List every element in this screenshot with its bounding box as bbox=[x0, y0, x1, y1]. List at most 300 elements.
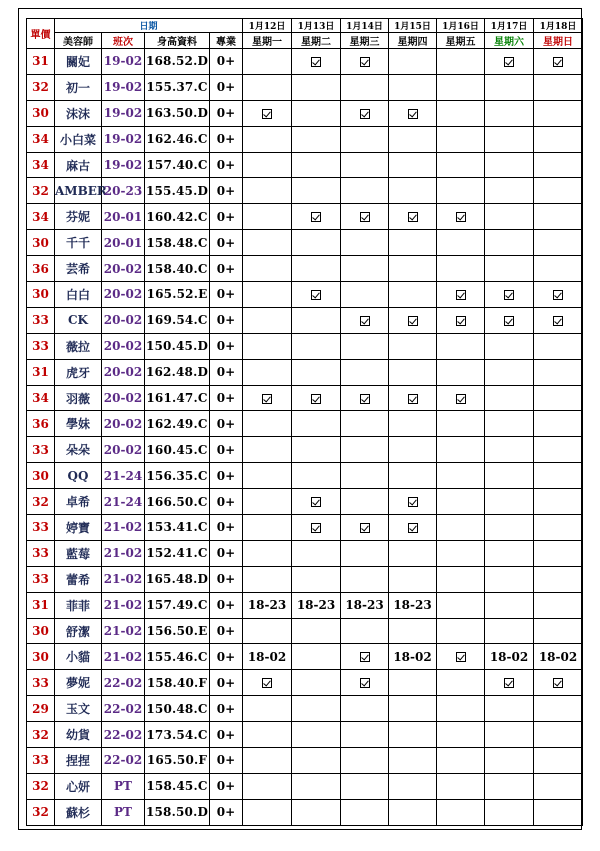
day-cell bbox=[292, 566, 341, 592]
class-cell: 20-02 bbox=[102, 411, 145, 437]
price-cell: 34 bbox=[27, 385, 55, 411]
checkbox-checked-icon bbox=[360, 212, 370, 222]
stats-header: 身高資料 bbox=[145, 33, 210, 49]
day-cell bbox=[341, 463, 389, 489]
stylist-name-cell: 虎牙 bbox=[55, 359, 102, 385]
stylist-name-cell: 朵朵 bbox=[55, 437, 102, 463]
day-cell bbox=[485, 74, 534, 100]
day-cell bbox=[292, 670, 341, 696]
day-cell bbox=[534, 359, 583, 385]
day-cell bbox=[243, 178, 292, 204]
day-cell bbox=[243, 670, 292, 696]
time-range-text: 18-23 bbox=[345, 598, 384, 613]
day-cell bbox=[243, 489, 292, 515]
stylist-name-cell: 羽薇 bbox=[55, 385, 102, 411]
day-cell bbox=[534, 748, 583, 774]
day-cell bbox=[437, 799, 485, 825]
day-date-header: 1月15日 bbox=[389, 19, 437, 33]
day-cell bbox=[534, 230, 583, 256]
time-range-text: 18-23 bbox=[393, 598, 432, 613]
day-cell bbox=[292, 100, 341, 126]
price-cell: 33 bbox=[27, 307, 55, 333]
day-cell bbox=[534, 100, 583, 126]
pro-cell: 0+ bbox=[210, 540, 243, 566]
stylist-name-cell: 玉文 bbox=[55, 696, 102, 722]
stylist-name-cell: 藍莓 bbox=[55, 540, 102, 566]
checkbox-checked-icon bbox=[408, 523, 418, 533]
checkbox-checked-icon bbox=[456, 212, 466, 222]
day-cell bbox=[243, 49, 292, 75]
price-cell: 33 bbox=[27, 437, 55, 463]
stats-cell: 169.54.C bbox=[145, 307, 210, 333]
checkbox-checked-icon bbox=[553, 290, 563, 300]
table-row bbox=[27, 540, 583, 566]
day-cell bbox=[485, 773, 534, 799]
day-cell bbox=[243, 515, 292, 541]
table-row bbox=[27, 126, 583, 152]
day-cell bbox=[243, 100, 292, 126]
day-cell bbox=[485, 49, 534, 75]
weekday-header: 星期一 bbox=[243, 33, 292, 49]
price-cell: 32 bbox=[27, 722, 55, 748]
pro-cell: 0+ bbox=[210, 411, 243, 437]
stats-cell: 158.48.C bbox=[145, 230, 210, 256]
day-cell bbox=[243, 773, 292, 799]
day-cell bbox=[389, 282, 437, 308]
day-cell bbox=[292, 618, 341, 644]
day-cell bbox=[243, 696, 292, 722]
day-cell bbox=[389, 515, 437, 541]
day-cell bbox=[437, 152, 485, 178]
day-cell bbox=[292, 49, 341, 75]
day-cell bbox=[292, 178, 341, 204]
price-cell: 32 bbox=[27, 489, 55, 515]
day-cell bbox=[389, 773, 437, 799]
day-cell bbox=[437, 463, 485, 489]
checkbox-checked-icon bbox=[311, 57, 321, 67]
day-cell bbox=[485, 437, 534, 463]
day-cell bbox=[485, 359, 534, 385]
price-cell: 30 bbox=[27, 230, 55, 256]
day-cell bbox=[437, 540, 485, 566]
day-cell bbox=[534, 644, 583, 670]
checkbox-checked-icon bbox=[504, 290, 514, 300]
day-cell bbox=[341, 618, 389, 644]
price-cell: 33 bbox=[27, 333, 55, 359]
day-cell bbox=[534, 178, 583, 204]
day-cell bbox=[292, 644, 341, 670]
stylist-name-cell: 心妍 bbox=[55, 773, 102, 799]
day-cell bbox=[437, 592, 485, 618]
pro-cell: 0+ bbox=[210, 515, 243, 541]
day-cell bbox=[341, 515, 389, 541]
class-cell: 20-02 bbox=[102, 256, 145, 282]
day-cell bbox=[437, 411, 485, 437]
stylist-name-cell: 白白 bbox=[55, 282, 102, 308]
checkbox-checked-icon bbox=[456, 290, 466, 300]
day-cell bbox=[341, 799, 389, 825]
checkbox-checked-icon bbox=[360, 523, 370, 533]
stylist-name-cell: AMBER bbox=[55, 178, 102, 204]
day-cell bbox=[437, 204, 485, 230]
table-row bbox=[27, 307, 583, 333]
class-cell: 21-02 bbox=[102, 540, 145, 566]
day-cell bbox=[243, 230, 292, 256]
day-cell bbox=[292, 385, 341, 411]
price-cell: 30 bbox=[27, 463, 55, 489]
class-cell: 20-02 bbox=[102, 385, 145, 411]
stylist-name-cell: 芸希 bbox=[55, 256, 102, 282]
stats-cell: 160.42.C bbox=[145, 204, 210, 230]
day-cell bbox=[292, 230, 341, 256]
checkbox-checked-icon bbox=[456, 394, 466, 404]
class-cell: 19-02 bbox=[102, 100, 145, 126]
day-cell bbox=[389, 256, 437, 282]
day-cell bbox=[341, 230, 389, 256]
day-cell bbox=[485, 463, 534, 489]
table-row bbox=[27, 644, 583, 670]
day-cell bbox=[292, 722, 341, 748]
stats-cell: 165.52.E bbox=[145, 282, 210, 308]
price-header: 單價 bbox=[27, 19, 55, 49]
table-row bbox=[27, 204, 583, 230]
stylist-name-cell: 蕾希 bbox=[55, 566, 102, 592]
checkbox-checked-icon bbox=[360, 394, 370, 404]
stylist-name-cell: 關妃 bbox=[55, 49, 102, 75]
checkbox-checked-icon bbox=[553, 678, 563, 688]
checkbox-checked-icon bbox=[262, 394, 272, 404]
pro-cell: 0+ bbox=[210, 463, 243, 489]
stats-cell: 166.50.C bbox=[145, 489, 210, 515]
pro-cell: 0+ bbox=[210, 359, 243, 385]
day-cell bbox=[389, 722, 437, 748]
class-cell: 21-02 bbox=[102, 592, 145, 618]
day-cell bbox=[243, 799, 292, 825]
day-cell bbox=[243, 152, 292, 178]
checkbox-checked-icon bbox=[408, 109, 418, 119]
day-cell bbox=[534, 489, 583, 515]
day-cell bbox=[485, 282, 534, 308]
day-cell bbox=[437, 126, 485, 152]
day-cell bbox=[341, 282, 389, 308]
pro-cell: 0+ bbox=[210, 152, 243, 178]
day-cell bbox=[389, 411, 437, 437]
stylist-name-cell: QQ bbox=[55, 463, 102, 489]
stylist-name-cell: 小白菜 bbox=[55, 126, 102, 152]
table-row bbox=[27, 799, 583, 825]
day-cell bbox=[389, 489, 437, 515]
day-cell bbox=[485, 618, 534, 644]
price-cell: 33 bbox=[27, 566, 55, 592]
price-cell: 32 bbox=[27, 74, 55, 100]
class-cell: PT bbox=[102, 773, 145, 799]
stats-cell: 155.37.C bbox=[145, 74, 210, 100]
table-body bbox=[27, 49, 583, 826]
day-cell bbox=[437, 489, 485, 515]
class-cell: 20-02 bbox=[102, 437, 145, 463]
price-cell: 34 bbox=[27, 204, 55, 230]
day-cell bbox=[341, 126, 389, 152]
day-cell bbox=[534, 152, 583, 178]
day-cell bbox=[534, 411, 583, 437]
class-cell: 21-02 bbox=[102, 644, 145, 670]
table-row bbox=[27, 100, 583, 126]
checkbox-checked-icon bbox=[360, 109, 370, 119]
day-cell bbox=[341, 307, 389, 333]
day-cell bbox=[292, 748, 341, 774]
day-cell bbox=[437, 282, 485, 308]
stats-cell: 153.41.C bbox=[145, 515, 210, 541]
day-cell bbox=[292, 74, 341, 100]
day-cell bbox=[292, 437, 341, 463]
day-date-header: 1月16日 bbox=[437, 19, 485, 33]
day-cell bbox=[437, 385, 485, 411]
checkbox-checked-icon bbox=[504, 316, 514, 326]
stylist-name-cell: 小貓 bbox=[55, 644, 102, 670]
day-cell bbox=[485, 204, 534, 230]
day-cell bbox=[437, 359, 485, 385]
pro-cell: 0+ bbox=[210, 282, 243, 308]
day-cell bbox=[243, 126, 292, 152]
table-row bbox=[27, 74, 583, 100]
day-cell bbox=[437, 178, 485, 204]
class-cell: 22-02 bbox=[102, 748, 145, 774]
day-cell bbox=[389, 566, 437, 592]
stylist-header: 美容師 bbox=[55, 33, 102, 49]
stats-cell: 157.40.C bbox=[145, 152, 210, 178]
price-cell: 30 bbox=[27, 618, 55, 644]
day-cell bbox=[341, 748, 389, 774]
stylist-name-cell: 千千 bbox=[55, 230, 102, 256]
stats-cell: 156.35.C bbox=[145, 463, 210, 489]
pro-cell: 0+ bbox=[210, 592, 243, 618]
price-cell: 33 bbox=[27, 670, 55, 696]
price-cell: 33 bbox=[27, 515, 55, 541]
day-cell bbox=[485, 126, 534, 152]
checkbox-checked-icon bbox=[408, 394, 418, 404]
checkbox-checked-icon bbox=[408, 316, 418, 326]
class-cell: 20-02 bbox=[102, 333, 145, 359]
table-row bbox=[27, 437, 583, 463]
day-cell bbox=[341, 256, 389, 282]
stats-cell: 173.54.C bbox=[145, 722, 210, 748]
day-cell bbox=[534, 592, 583, 618]
day-cell bbox=[243, 256, 292, 282]
class-cell: 21-02 bbox=[102, 618, 145, 644]
day-cell bbox=[534, 204, 583, 230]
day-cell bbox=[243, 644, 292, 670]
schedule-table bbox=[26, 18, 583, 826]
checkbox-checked-icon bbox=[360, 678, 370, 688]
day-cell bbox=[389, 799, 437, 825]
checkbox-checked-icon bbox=[311, 394, 321, 404]
day-cell bbox=[534, 282, 583, 308]
day-cell bbox=[437, 100, 485, 126]
checkbox-checked-icon bbox=[262, 678, 272, 688]
day-cell bbox=[243, 437, 292, 463]
day-cell bbox=[341, 670, 389, 696]
day-cell bbox=[534, 773, 583, 799]
day-cell bbox=[389, 178, 437, 204]
class-cell: 20-02 bbox=[102, 282, 145, 308]
day-cell bbox=[485, 799, 534, 825]
day-cell bbox=[437, 49, 485, 75]
day-cell bbox=[292, 515, 341, 541]
weekday-header: 星期日 bbox=[534, 33, 583, 49]
day-cell bbox=[341, 49, 389, 75]
day-cell bbox=[292, 359, 341, 385]
day-cell bbox=[534, 696, 583, 722]
stylist-name-cell: 捏捏 bbox=[55, 748, 102, 774]
day-cell bbox=[437, 696, 485, 722]
stats-cell: 158.40.C bbox=[145, 256, 210, 282]
checkbox-checked-icon bbox=[311, 212, 321, 222]
stylist-name-cell: 蘇杉 bbox=[55, 799, 102, 825]
day-cell bbox=[534, 437, 583, 463]
day-cell bbox=[292, 256, 341, 282]
price-cell: 30 bbox=[27, 282, 55, 308]
table-row bbox=[27, 333, 583, 359]
price-cell: 34 bbox=[27, 126, 55, 152]
day-cell bbox=[341, 204, 389, 230]
day-cell bbox=[389, 204, 437, 230]
pro-cell: 0+ bbox=[210, 799, 243, 825]
class-cell: 19-02 bbox=[102, 152, 145, 178]
pro-cell: 0+ bbox=[210, 748, 243, 774]
day-cell bbox=[341, 489, 389, 515]
pro-cell: 0+ bbox=[210, 618, 243, 644]
day-cell bbox=[243, 307, 292, 333]
day-cell bbox=[534, 566, 583, 592]
time-range-text: 18-02 bbox=[247, 649, 287, 664]
stats-cell: 165.50.F bbox=[145, 748, 210, 774]
day-cell bbox=[534, 333, 583, 359]
pro-cell: 0+ bbox=[210, 566, 243, 592]
checkbox-checked-icon bbox=[360, 316, 370, 326]
day-cell bbox=[437, 644, 485, 670]
stats-cell: 165.48.D bbox=[145, 566, 210, 592]
stats-cell: 161.47.C bbox=[145, 385, 210, 411]
class-cell: 21-02 bbox=[102, 566, 145, 592]
class-cell: 22-02 bbox=[102, 722, 145, 748]
day-cell bbox=[437, 748, 485, 774]
price-cell: 30 bbox=[27, 644, 55, 670]
class-cell: 20-01 bbox=[102, 204, 145, 230]
pro-cell: 0+ bbox=[210, 100, 243, 126]
table-row bbox=[27, 282, 583, 308]
day-cell bbox=[485, 489, 534, 515]
checkbox-checked-icon bbox=[504, 57, 514, 67]
day-cell bbox=[389, 644, 437, 670]
day-cell bbox=[437, 333, 485, 359]
day-cell bbox=[292, 282, 341, 308]
day-cell bbox=[437, 74, 485, 100]
day-cell bbox=[389, 540, 437, 566]
day-cell bbox=[485, 540, 534, 566]
day-cell bbox=[437, 256, 485, 282]
table-row bbox=[27, 773, 583, 799]
class-cell: 22-02 bbox=[102, 696, 145, 722]
day-cell bbox=[243, 722, 292, 748]
day-cell bbox=[389, 618, 437, 644]
pro-cell: 0+ bbox=[210, 178, 243, 204]
day-cell bbox=[389, 670, 437, 696]
stats-cell: 156.50.E bbox=[145, 618, 210, 644]
table-row bbox=[27, 256, 583, 282]
stylist-name-cell: 麻古 bbox=[55, 152, 102, 178]
day-cell bbox=[389, 385, 437, 411]
day-cell bbox=[534, 256, 583, 282]
time-range-text: 18-23 bbox=[296, 598, 336, 613]
day-cell bbox=[534, 307, 583, 333]
pro-cell: 0+ bbox=[210, 385, 243, 411]
class-cell: 19-02 bbox=[102, 49, 145, 75]
stats-cell: 155.46.C bbox=[145, 644, 210, 670]
stylist-name-cell: 薇拉 bbox=[55, 333, 102, 359]
day-cell bbox=[534, 670, 583, 696]
checkbox-checked-icon bbox=[408, 497, 418, 507]
table-row bbox=[27, 670, 583, 696]
day-cell bbox=[485, 307, 534, 333]
pro-cell: 0+ bbox=[210, 204, 243, 230]
stats-cell: 162.46.C bbox=[145, 126, 210, 152]
table-row bbox=[27, 722, 583, 748]
stats-cell: 150.48.C bbox=[145, 696, 210, 722]
stats-cell: 150.45.D bbox=[145, 333, 210, 359]
pro-cell: 0+ bbox=[210, 307, 243, 333]
day-cell bbox=[243, 463, 292, 489]
day-cell bbox=[389, 748, 437, 774]
pro-cell: 0+ bbox=[210, 256, 243, 282]
day-cell bbox=[341, 178, 389, 204]
pro-cell: 0+ bbox=[210, 722, 243, 748]
table-header bbox=[27, 19, 583, 49]
day-cell bbox=[534, 618, 583, 644]
checkbox-checked-icon bbox=[504, 678, 514, 688]
day-cell bbox=[534, 722, 583, 748]
checkbox-checked-icon bbox=[553, 57, 563, 67]
day-cell bbox=[341, 566, 389, 592]
price-cell: 33 bbox=[27, 748, 55, 774]
table-row bbox=[27, 359, 583, 385]
checkbox-checked-icon bbox=[553, 316, 563, 326]
day-cell bbox=[534, 385, 583, 411]
day-cell bbox=[243, 333, 292, 359]
day-cell bbox=[341, 333, 389, 359]
checkbox-checked-icon bbox=[360, 57, 370, 67]
stylist-name-cell: 舒潔 bbox=[55, 618, 102, 644]
day-cell bbox=[534, 126, 583, 152]
price-cell: 33 bbox=[27, 540, 55, 566]
day-cell bbox=[534, 540, 583, 566]
day-cell bbox=[485, 748, 534, 774]
class-cell: 19-02 bbox=[102, 74, 145, 100]
checkbox-checked-icon bbox=[311, 523, 321, 533]
class-cell: 20-02 bbox=[102, 307, 145, 333]
day-cell bbox=[243, 282, 292, 308]
pro-cell: 0+ bbox=[210, 670, 243, 696]
day-cell bbox=[292, 799, 341, 825]
checkbox-checked-icon bbox=[311, 497, 321, 507]
class-cell: 22-02 bbox=[102, 670, 145, 696]
day-cell bbox=[292, 126, 341, 152]
pro-header: 專業 bbox=[210, 33, 243, 49]
day-cell bbox=[341, 592, 389, 618]
day-cell bbox=[534, 463, 583, 489]
day-cell bbox=[341, 722, 389, 748]
day-cell bbox=[485, 256, 534, 282]
day-cell bbox=[437, 515, 485, 541]
